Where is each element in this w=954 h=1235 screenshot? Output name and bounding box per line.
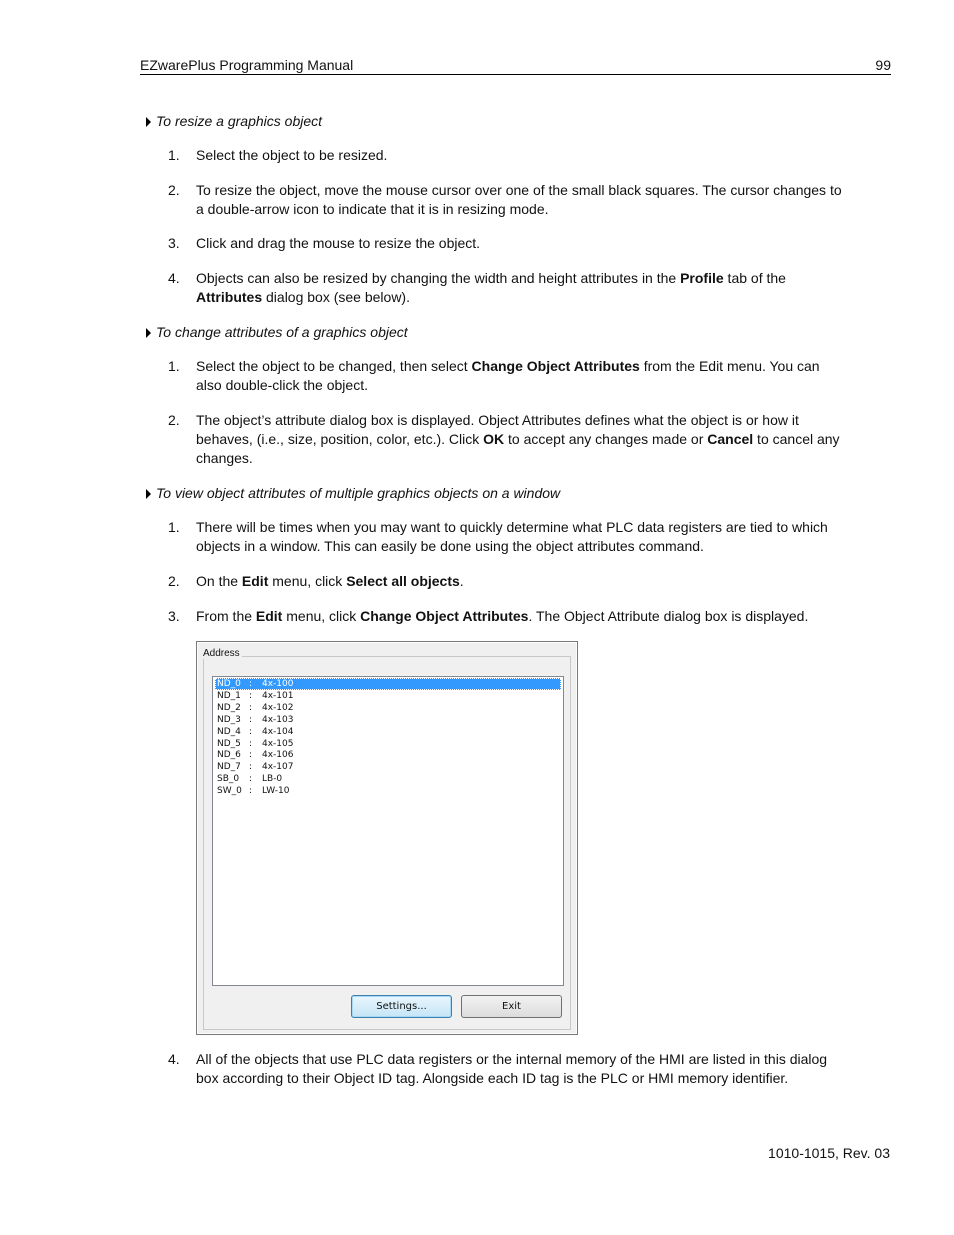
- object-id: ND_4: [217, 726, 241, 737]
- triangle-bullet-icon: [146, 328, 151, 338]
- list-item[interactable]: [215, 749, 561, 761]
- object-id: ND_1: [217, 690, 241, 701]
- section-heading-view-multiple: To view object attributes of multiple graphics objects on a window: [146, 485, 560, 501]
- step-number: 1.: [168, 147, 180, 163]
- object-id: ND_2: [217, 702, 241, 713]
- list-item[interactable]: [215, 773, 561, 785]
- step-text: Select the object to be changed, then select Change Object Attributes from the Edit menu. You can also double-click the object.: [196, 358, 820, 393]
- step-number: 2.: [168, 412, 180, 428]
- triangle-bullet-icon: [146, 117, 151, 127]
- step-number: 4.: [168, 270, 180, 286]
- object-id: ND_5: [217, 738, 241, 749]
- step-text: From the Edit menu, click Change Object Attributes. The Object Attribute dialog box is displayed.: [196, 608, 809, 624]
- step-text: To resize the object, move the mouse cursor over one of the small black squares. The cursor changes to a double-arrow icon to indicate that it is in resizing mode.: [196, 182, 842, 217]
- separator: :: [249, 762, 253, 773]
- document-revision: 1010-1015, Rev. 03: [768, 1145, 890, 1161]
- list-item[interactable]: [215, 714, 561, 726]
- address-group-label: Address: [203, 648, 240, 659]
- memory-address: 4x-106: [262, 750, 294, 761]
- separator: :: [249, 702, 253, 713]
- object-id: ND_3: [217, 714, 241, 725]
- list-item[interactable]: [215, 690, 561, 702]
- step-text: Click and drag the mouse to resize the object.: [196, 235, 481, 251]
- list-item[interactable]: [215, 738, 561, 750]
- page-number: 99: [875, 57, 891, 73]
- step-number: 3.: [168, 235, 180, 251]
- object-id: ND_6: [217, 750, 241, 761]
- triangle-bullet-icon: [146, 489, 151, 499]
- memory-address: 4x-104: [262, 726, 294, 737]
- address-listbox[interactable]: [212, 676, 564, 986]
- separator: :: [249, 786, 253, 797]
- list-item[interactable]: [215, 785, 561, 797]
- separator: :: [249, 726, 253, 737]
- manual-title: EZwarePlus Programming Manual: [140, 57, 354, 73]
- memory-address: 4x-101: [262, 690, 294, 701]
- section-heading-change-attributes: To change attributes of a graphics object: [146, 324, 408, 340]
- step-text: On the Edit menu, click Select all objects.: [196, 573, 464, 589]
- settings-button[interactable]: Settings...: [351, 995, 452, 1018]
- step-number: 4.: [168, 1051, 180, 1067]
- section-heading-resize: To resize a graphics object: [146, 113, 322, 129]
- memory-address: 4x-103: [262, 714, 294, 725]
- list-item[interactable]: [215, 678, 561, 690]
- separator: :: [249, 679, 253, 689]
- step-text: All of the objects that use PLC data registers or the internal memory of the HMI are listed in this dialog box according to their Object ID tag. Alongside each ID tag is the PLC or HMI memory identifier.: [196, 1051, 828, 1086]
- list-item[interactable]: [215, 761, 561, 773]
- object-id: ND_7: [217, 762, 241, 773]
- step-number: 3.: [168, 608, 180, 624]
- step-text: Objects can also be resized by changing the width and height attributes in the Profile tab of the Attributes dialog box (see below).: [196, 270, 786, 305]
- page-header: [140, 56, 891, 75]
- separator: :: [249, 714, 253, 725]
- step-text: There will be times when you may want to quickly determine what PLC data registers are tied to which objects in a window. This can easily be done using the object attributes command.: [196, 519, 828, 554]
- step-number: 1.: [168, 358, 180, 374]
- separator: :: [249, 690, 253, 701]
- list-item[interactable]: [215, 702, 561, 714]
- object-attribute-dialog: [196, 641, 578, 1035]
- step-number: 2.: [168, 573, 180, 589]
- object-id: SW_0: [217, 786, 242, 797]
- memory-address: LW-10: [262, 786, 290, 797]
- memory-address: 4x-100: [262, 679, 294, 689]
- step-number: 1.: [168, 519, 180, 535]
- list-item[interactable]: [215, 726, 561, 738]
- memory-address: LB-0: [262, 774, 283, 785]
- memory-address: 4x-102: [262, 702, 294, 713]
- separator: :: [249, 738, 253, 749]
- exit-button[interactable]: Exit: [461, 995, 562, 1018]
- separator: :: [249, 774, 253, 785]
- step-text: Select the object to be resized.: [196, 147, 388, 163]
- separator: :: [249, 750, 253, 761]
- memory-address: 4x-107: [262, 762, 294, 773]
- memory-address: 4x-105: [262, 738, 294, 749]
- object-id: SB_0: [217, 774, 240, 785]
- object-id: ND_0: [217, 679, 241, 689]
- step-text: The object’s attribute dialog box is displayed. Object Attributes defines what the object is or how it behaves, (i.e., size, position, color, etc.). Click OK to accept any changes made or Cancel to cancel any changes.: [196, 412, 840, 466]
- step-number: 2.: [168, 182, 180, 198]
